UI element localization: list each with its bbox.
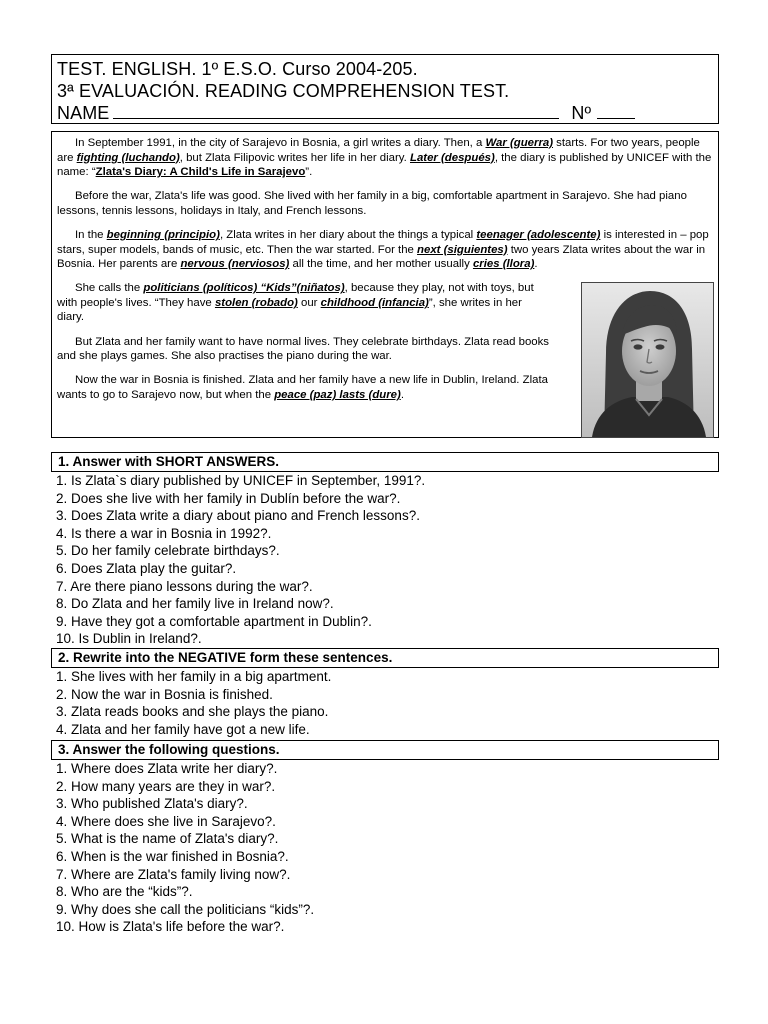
text-span: our <box>297 296 321 309</box>
section-1-questions <box>56 472 425 648</box>
vocab-highlight: next (siguientes) <box>417 243 508 256</box>
question-item: 6. Does Zlata play the guitar?. <box>56 560 237 576</box>
paragraph-1 <box>57 136 712 180</box>
question-item: 5. What is the name of Zlata's diary?. <box>56 831 279 847</box>
vocab-highlight: childhood (infancia) <box>320 296 429 309</box>
vocab-highlight: teenager (adolescente) <box>476 228 601 241</box>
text-span: . <box>400 388 404 401</box>
test-header <box>51 54 719 124</box>
header-name-row <box>57 102 718 124</box>
question-item: 4. Is there a war in Bosnia in 1992?. <box>56 525 272 541</box>
question-item: 10. How is Zlata's life before the war?. <box>56 919 285 935</box>
sentence-item: 3. Zlata reads books and she plays the piano. <box>56 704 329 720</box>
text-span: all the time, and her mother usually <box>289 258 473 271</box>
text-span: , because they play, not with toys, but with people's lives. “They have <box>57 282 534 309</box>
portrait-image <box>582 283 713 437</box>
question-item: 5. Do her family celebrate birthdays?. <box>56 543 280 559</box>
text-span: is interested in – pop stars, super models, bands of music, etc. Then the war started. For the <box>57 228 709 256</box>
zlata-portrait-photo <box>581 282 714 438</box>
text-span: two years Zlata writes about the war in Bosnia. Her parents are <box>57 243 706 271</box>
text-span: In September 1991, in the city of Sarajevo in Bosnia, a girl writes a diary. Then, a <box>75 137 486 149</box>
question-item: 9. Have they got a comfortable apartment in Dublin?. <box>56 613 372 629</box>
question-item: 7. Are there piano lessons during the war?. <box>56 578 313 594</box>
question-item: 7. Where are Zlata's family living now?. <box>56 866 291 882</box>
vocab-highlight: Later (después) <box>409 151 495 164</box>
section-2-heading: 2. Rewrite into the NEGATIVE form these sentences. <box>51 648 719 668</box>
vocab-highlight: beginning (principio) <box>106 228 220 241</box>
question-item: 1. Is Zlata`s diary published by UNICEF in September, 1991?. <box>56 473 426 488</box>
text-span: , but Zlata Filipovic writes her life in her diary. <box>179 151 410 164</box>
text-span: ”, she writes in her diary. <box>57 296 522 324</box>
text-span: Now the war in Bosnia is finished. Zlata and her family have a new life in Dublin, Ireland. Zlata wants to go to Sarajevo now, but when the <box>57 374 548 401</box>
text-span: ”. <box>305 166 313 179</box>
text-span: , Zlata writes in her diary about the things a typical <box>219 228 477 241</box>
name-blank-field[interactable] <box>113 104 559 119</box>
vocab-highlight: stolen (robado) <box>214 296 298 309</box>
question-item: 8. Who are the “kids”?. <box>56 884 193 900</box>
paragraph-2: Before the war, Zlata's life was good. She lived with her family in a big, comfortable apartment in Sarajevo. She had piano lessons, tennis lessons, holidays in Italy, and French lessons. <box>57 190 687 217</box>
question-item: 1. Where does Zlata write her diary?. <box>56 761 278 776</box>
number-label: Nº <box>571 103 592 123</box>
question-item: 2. Does she live with her family in Dublín before the war?. <box>56 490 401 506</box>
reading-passage <box>51 131 719 438</box>
text-span: starts. For two years, people are <box>57 137 700 164</box>
question-item: 2. How many years are they in war?. <box>56 778 276 794</box>
sentence-item: 1. She lives with her family in a big apartment. <box>56 669 332 684</box>
diary-title: Zlata's Diary: A Child's Life in Sarajevo <box>95 166 306 179</box>
text-span: . <box>534 258 538 271</box>
paragraph-6 <box>57 373 552 402</box>
vocab-highlight: nervous (nerviosos) <box>180 258 290 271</box>
sentence-item: 2. Now the war in Bosnia is finished. <box>56 686 273 702</box>
vocab-highlight: fighting (luchando) <box>76 151 180 164</box>
header-title-line2: 3ª EVALUACIÓN. READING COMPREHENSION TEST. <box>57 81 510 101</box>
paragraph-3 <box>57 228 712 272</box>
question-item: 4. Where does she live in Sarajevo?. <box>56 813 276 829</box>
text-span: , the diary is published by UNICEF with the name: “ <box>57 151 712 179</box>
text-span: She calls the <box>75 282 144 295</box>
question-item: 10. Is Dublin in Ireland?. <box>56 631 202 647</box>
question-item: 8. Do Zlata and her family live in Ireland now?. <box>56 596 334 612</box>
question-item: 3. Who published Zlata's diary?. <box>56 796 248 812</box>
vocab-highlight: War (guerra) <box>485 137 554 149</box>
section-3-heading: 3. Answer the following questions. <box>51 740 719 760</box>
section-3-questions <box>56 760 314 936</box>
question-item: 6. When is the war finished in Bosnia?. <box>56 848 289 864</box>
section-1-heading: 1. Answer with SHORT ANSWERS. <box>51 452 719 472</box>
question-item: 9. Why does she call the politicians “kids”?. <box>56 901 315 917</box>
number-blank-field[interactable] <box>597 104 635 119</box>
sentence-item: 4. Zlata and her family have got a new life. <box>56 721 310 737</box>
vocab-highlight: peace (paz) lasts (dure) <box>274 388 401 401</box>
vocab-highlight: cries (llora) <box>472 258 535 271</box>
question-item: 3. Does Zlata write a diary about piano and French lessons?. <box>56 508 420 524</box>
name-label: NAME <box>57 103 110 123</box>
paragraph-5: But Zlata and her family want to have normal lives. They celebrate birthdays. Zlata read books and she plays games. She also practises the piano during the war. <box>57 335 550 363</box>
text-span: In the <box>75 228 107 241</box>
header-title-line1: TEST. ENGLISH. 1º E.S.O. Curso 2004-205. <box>57 59 418 79</box>
vocab-highlight: politicians (políticos) “Kids”(niñatos) <box>143 282 345 295</box>
section-2-sentences <box>56 668 331 738</box>
paragraph-4 <box>57 281 552 325</box>
